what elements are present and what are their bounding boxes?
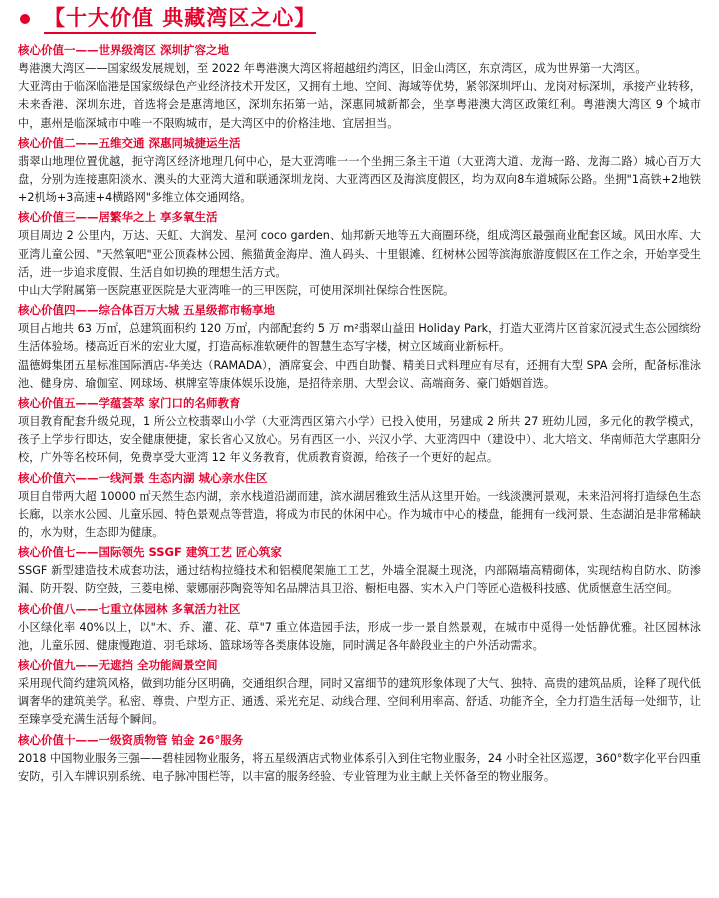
section-paragraph: 项目教育配套升级兑现，1 所公立校翡翠山小学（大亚湾西区第六小学）已投入使用，另建成 2 所共 27 班幼儿园，多元化的教学模式，孩子上学步行即达，安全健康便捷，家长省心又放心。另有西区一小、兴汉小学、大亚湾四中（建设中）、北大培文、华南师范大学惠阳分校，广外等名校环伺，免费享受大亚湾 12 年义务教育，优质教育资源，给孩子一个更好的起点。 xyxy=(18,415,701,465)
section-1 xyxy=(18,40,701,133)
section-3 xyxy=(18,207,701,300)
section-4 xyxy=(18,300,701,393)
section-paragraph: 翡翠山地理位置优越，扼守湾区经济地理几何中心，是大亚湾唯一一个坐拥三条主干道（大亚湾大道、龙海一路、龙海二路）城心百万大盘，分别为连接惠阳淡水、澳头的大亚湾大道和联通深圳龙岗、大亚湾西区及海滨度假区，均为双向8车道城际公路。坐拥"1高铁+2地铁+2机场+3高速+4横路网"多维立体交通网络。 xyxy=(18,154,701,205)
section-heading: 核心价值二——五维交通 深惠同城捷运生活 xyxy=(18,135,241,150)
section-heading: 核心价值九——无遮挡 全功能阔景空间 xyxy=(18,658,218,673)
section-paragraph: 项目周边 2 公里内，万达、天虹、大润发、星河 coco garden、灿邦新天地等五大商圈环绕，组成湾区最强商业配套区域。风田水库、大亚湾儿童公园、"天然氧吧"亚公顶森林公园、熊猫黄金海岸、渔人码头、十里银滩、红树林公园等滨海旅游度假区在工作之余，开始享受生活，进一步追求度假、生活自如切换的理想生活方式。 xyxy=(18,229,701,279)
section-paragraph: 2018 中国物业服务三强——碧桂园物业服务，将五星级酒店式物业体系引入到住宅物业服务，24 小时全社区巡逻，360°数字化平台四重安防，引入车牌识别系统、电子脉冲围栏等，以丰富的服务经验、专业管理为业主献上关怀备至的物业服务。 xyxy=(18,751,701,783)
page-title: 【十大价值 典藏湾区之心】 xyxy=(44,5,316,34)
section-paragraph: 采用现代简约建筑风格，做到功能分区明确，交通组织合理，同时又富细节的建筑形象体现了大气、独特、高贵的建筑品质，诠释了现代低调奢华的建筑美学。私密、尊贵、户型方正、通透、采光充足、动线合理、空间利用率高、舒适、功能齐全，全力打造生活每一处细节，让至臻享受充满生活每个瞬间。 xyxy=(18,677,701,727)
section-paragraph: 中山大学附属第一医院惠亚医院是大亚湾唯一的三甲医院，可使用深圳社保综合性医院。 xyxy=(18,284,455,298)
section-paragraph: 温德姆集团五星标准国际酒店-华美达（RAMADA），酒席宴会、中西自助餐、精美日式料理应有尽有，还拥有大型 SPA 会所，配备标准泳池、健身房、瑜伽室、网球场、棋牌室等康体娱乐设施，是招待亲朋、大型会议、高端商务、豪门婚姻首选。 xyxy=(18,358,701,390)
title-row xyxy=(18,4,701,34)
section-heading: 核心价值六——一线河景 生态内湖 城心亲水住区 xyxy=(18,470,268,485)
section-heading: 核心价值八——七重立体园林 多氧活力社区 xyxy=(18,601,241,616)
section-heading: 核心价值一——世界级湾区 深圳扩容之地 xyxy=(18,43,230,57)
section-heading: 核心价值十——一级资质物管 铂金 26°服务 xyxy=(18,732,244,747)
section-paragraph: SSGF 新型建造技术成套功法，通过结构拉缝技术和铝模爬架施工工艺，外墙全混凝土现浇，内部隔墙高精砌体，实现结构自防水、防渗漏、防开裂、防空鼓，三菱电梯、蒙娜丽莎陶瓷等知名品牌洁具卫浴、橱柜电器、实木入户门等匠心造极科技感、优质惬意生活空间。 xyxy=(18,564,701,596)
section-2 xyxy=(18,133,701,208)
section-10 xyxy=(18,730,701,786)
section-paragraph: 项目自带两大超 10000 ㎡天然生态内湖，亲水栈道沿湖而建，滨水湖居雅致生活从这里开始。一线淡澳河景观，未来沿河将打造绿色生态长廊，以亲水公园、儿童乐园、特色景观点等营造，将成为市民的休闲中心。作为城市中心的楼盘，能拥有一线河景、生态湖泊是非常稀缺的，水为财，生态即为健康。 xyxy=(18,489,701,540)
section-5 xyxy=(18,393,701,468)
section-heading: 核心价值三——居繁华之上 享多氧生活 xyxy=(18,210,218,225)
section-8 xyxy=(18,599,701,655)
section-6 xyxy=(18,468,701,543)
section-heading: 核心价值五——学蕴荟萃 家门口的名师教育 xyxy=(18,396,241,411)
section-9 xyxy=(18,655,701,730)
section-7 xyxy=(18,542,701,598)
bullet-dot-icon xyxy=(20,14,30,24)
section-paragraph: 项目占地共 63 万㎡，总建筑面积约 120 万㎡，内部配套约 5 万 m²翡翠山益田 Holiday Park，打造大亚湾片区首家沉浸式生态公园缤纷生活体验场。楼高近百米的宏业大厦，打造高标准软硬件的智慧生态写字楼，树立区域商业新标杆。 xyxy=(18,322,701,354)
content-body xyxy=(18,40,701,786)
section-heading: 核心价值七——国际领先 SSGF 建筑工艺 匠心筑家 xyxy=(18,545,282,560)
section-paragraph: 大亚湾由于临深临港是国家级绿色产业经济技术开发区，又拥有土地、空间、海域等优势，紧邻深圳坪山、龙岗对标深圳，承接产业转移，未来香港、深圳东进，首选将会是惠湾地区，深圳东拓第一站，深惠同城新都会，坐享粤港澳大湾区政策红利。粤港澳大湾区 9 个城市中，惠州是临深城市中唯一不限购城市，是大湾区中的价格洼地、宜居担当。 xyxy=(18,80,701,130)
section-paragraph: 粤港澳大湾区——国家级发展规划，至 2022 年粤港澳大湾区将超越纽约湾区，旧金山湾区，东京湾区，成为世界第一大湾区。 xyxy=(18,62,647,75)
section-paragraph: 小区绿化率 40%以上，以"木、乔、灌、花、草"7 重立体造园手法，形成一步一景自然景观，在城市中觅得一处恬静优雅。社区园林泳池，儿童乐园、健康慢跑道、羽毛球场、篮球场等各类康体设施，同时满足各年龄段业主的户外活动需求。 xyxy=(18,620,701,652)
section-heading: 核心价值四——综合体百万大城 五星级都市畅享地 xyxy=(18,303,276,318)
